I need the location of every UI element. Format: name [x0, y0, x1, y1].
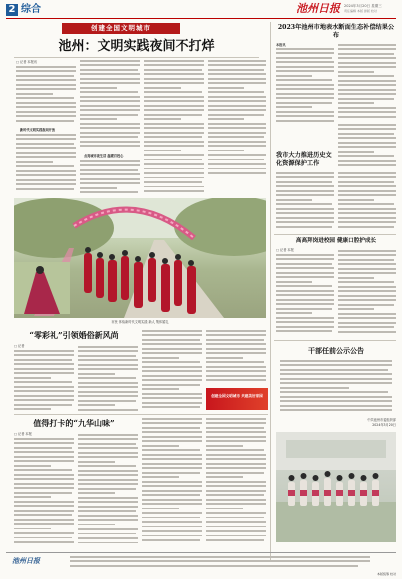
wedding-text-col2: [78, 346, 138, 412]
values-headline: 值得打卡的“九华山味”: [33, 418, 115, 428]
right1-text-col2: [338, 44, 396, 122]
lead-text-col1b: [16, 134, 76, 194]
masthead-rule: [6, 18, 396, 19]
inset-photo: [14, 262, 70, 314]
right-photo: [276, 432, 396, 542]
column-divider-main: [270, 22, 271, 562]
lead-text-col2b: [80, 160, 140, 196]
right3-headline: 高高拜岗进校园 健康口腔护成长: [295, 238, 377, 244]
right1-headline: 2023年池州市地表水断面生态补偿结果公布: [277, 24, 395, 39]
photo-caption: 市民 体验新时代文明实践 新人 集体婚礼: [111, 320, 169, 324]
values-text-col3: [142, 418, 202, 548]
footer-text: [70, 556, 370, 572]
wedding-headline: “零彩礼”引领婚俗新风尚: [29, 330, 119, 340]
notice-org: 中共池州市委组织部: [367, 418, 396, 422]
lead-subhead-2: 点亮城市夜生活 温暖百姓心: [84, 154, 124, 158]
divider-notice: [274, 340, 396, 341]
lead-text-col2: [80, 60, 140, 152]
divider-right3: [274, 234, 396, 235]
lead-byline: □ 记者 本报讯: [16, 60, 37, 64]
footer-logo: 池州日报: [12, 556, 40, 565]
section-banner: 创建全国文明城市: [62, 23, 180, 34]
notice-text: [280, 360, 392, 416]
footer-line: 本版统筹 校对: [377, 572, 396, 576]
wedding-text-col1: [14, 350, 74, 412]
right2-text-col1: [276, 172, 334, 230]
footer-rule: [6, 552, 396, 553]
paper-logo: 池州日报: [296, 2, 340, 15]
right1-text-col3: [338, 124, 396, 170]
values-text-col1: [14, 438, 74, 548]
right1-intro: 本报讯: [276, 43, 286, 47]
lead-subhead-1: 新时代文明实践夜间开放: [20, 128, 56, 132]
wedding-text-col3: [142, 330, 202, 412]
notice-date: 2024年3月20日: [372, 423, 396, 427]
lead-text-col3: [144, 60, 204, 196]
inset-photo-illustration: [14, 262, 70, 314]
right2-text-col2: [338, 172, 396, 230]
divider-values: [14, 414, 268, 415]
right1-text-col1: [276, 48, 334, 122]
lead-rule: [14, 57, 259, 58]
values-text-col2: [78, 434, 138, 548]
masthead: [6, 4, 398, 18]
date-line: 2024年3月20日 星期三: [344, 4, 382, 8]
right3-byline: □ 记者 本报: [276, 248, 294, 252]
wedding-byline: □ 记者: [14, 344, 25, 348]
page-number-badge: 2: [6, 4, 18, 16]
wedding-text-col4: [206, 330, 266, 386]
right3-text-col1: [276, 254, 334, 336]
notice-headline: 干部任前公示公告: [308, 346, 364, 355]
section-label: 综合: [21, 4, 41, 15]
right2-headline: 我市大力推进历史文化资源保护工作: [276, 152, 332, 167]
lead-headline: 池州：文明实践夜间不打烊: [58, 39, 215, 54]
values-text-col4: [206, 418, 266, 548]
civic-ad-banner: 创建全国文明城市 共建美好家园: [206, 388, 268, 410]
right3-text-col2: [338, 250, 396, 336]
lead-text-col1: [16, 66, 76, 126]
editor-line: 责任编辑 本版 排版 校对: [344, 9, 377, 13]
students-photo-illustration: [276, 432, 396, 542]
lead-text-col4: [208, 60, 266, 178]
values-byline: □ 记者 本报: [14, 432, 32, 436]
